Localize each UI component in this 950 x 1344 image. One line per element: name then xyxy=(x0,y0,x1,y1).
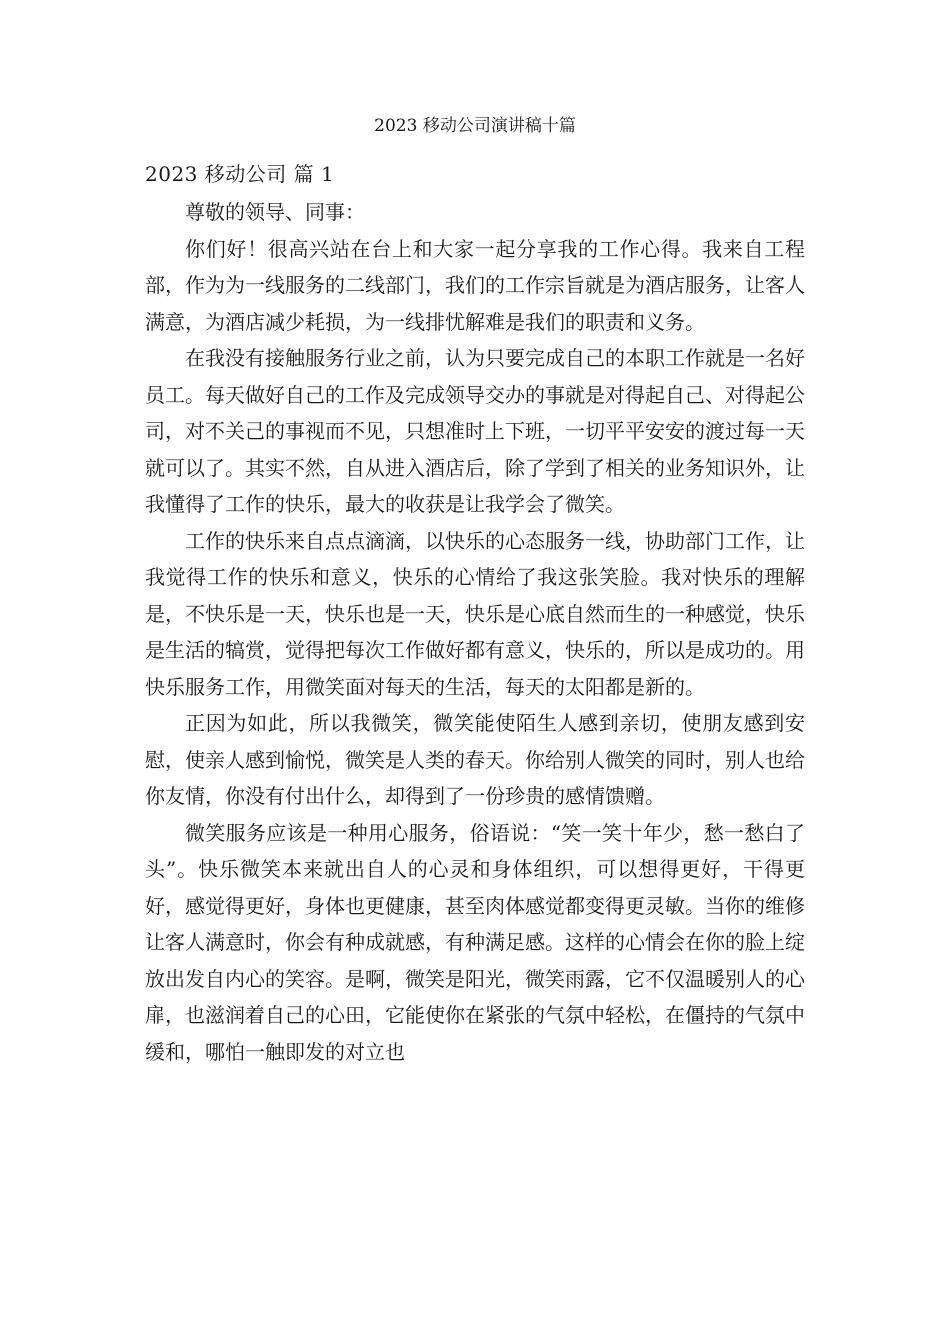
paragraph: 在我没有接触服务行业之前，认为只要完成自己的本职工作就是一名好员工。每天做好自己的工作及完成领导交办的事就是对得起自己、对得起公司，对不关己的事视而不见，只想准时上下班，一切平平安安的渡过每一天就可以了。其实不然，自从进入酒店后，除了学到了相关的业务知识外，让我懂得了工作的快乐，最大的收获是让我学会了微笑。 xyxy=(145,346,805,516)
document-title: 2023 移动公司演讲稿十篇 xyxy=(374,116,576,136)
paragraph: 工作的快乐来自点点滴滴，以快乐的心态服务一线，协助部门工作，让我觉得工作的快乐和意义，快乐的心情给了我这张笑脸。我对快乐的理解是，不快乐是一天，快乐也是一天，快乐是心底自然而生的一种感觉，快乐是生活的犒赏，觉得把每次工作做好都有意义，快乐的，所以是成功的。用快乐服务工作，用微笑面对每天的生活，每天的太阳都是新的。 xyxy=(145,528,805,699)
paragraph: 正因为如此，所以我微笑，微笑能使陌生人感到亲切，使朋友感到安慰，使亲人感到愉悦，微笑是人类的春天。你给别人微笑的同时，别人也给你友情，你没有付出什么，却得到了一份珍贵的感情馈赠。 xyxy=(145,711,805,808)
paragraph-salutation: 尊敬的领导、同事： xyxy=(185,200,365,224)
section-heading: 2023 移动公司 篇 1 xyxy=(145,162,335,186)
paragraph: 微笑服务应该是一种用心服务，俗语说：“笑一笑十年少，愁一愁白了头”。快乐微笑本来就出自人的心灵和身体组织，可以想得更好，干得更好，感觉得更好，身体也更健康，甚至肉体感觉都变得更灵敏。当你的维修让客人满意时，你会有种成就感，有种满足感。这样的心情会在你的脸上绽放出发自内心的笑容。是啊，微笑是阳光，微笑雨露，它不仅温暖别人的心扉，也滋润着自己的心田，它能使你在紧张的气氛中轻松，在僵持的气氛中缓和，哪怕一触即发的对立也 xyxy=(145,820,805,1064)
document-body xyxy=(145,194,805,1070)
paragraph: 你们好！很高兴站在台上和大家一起分享我的工作心得。我来自工程部，作为为一线服务的二线部门，我们的工作宗旨就是为酒店服务，让客人满意，为酒店减少耗损，为一线排忧解难是我们的职责和义务。 xyxy=(145,236,805,334)
